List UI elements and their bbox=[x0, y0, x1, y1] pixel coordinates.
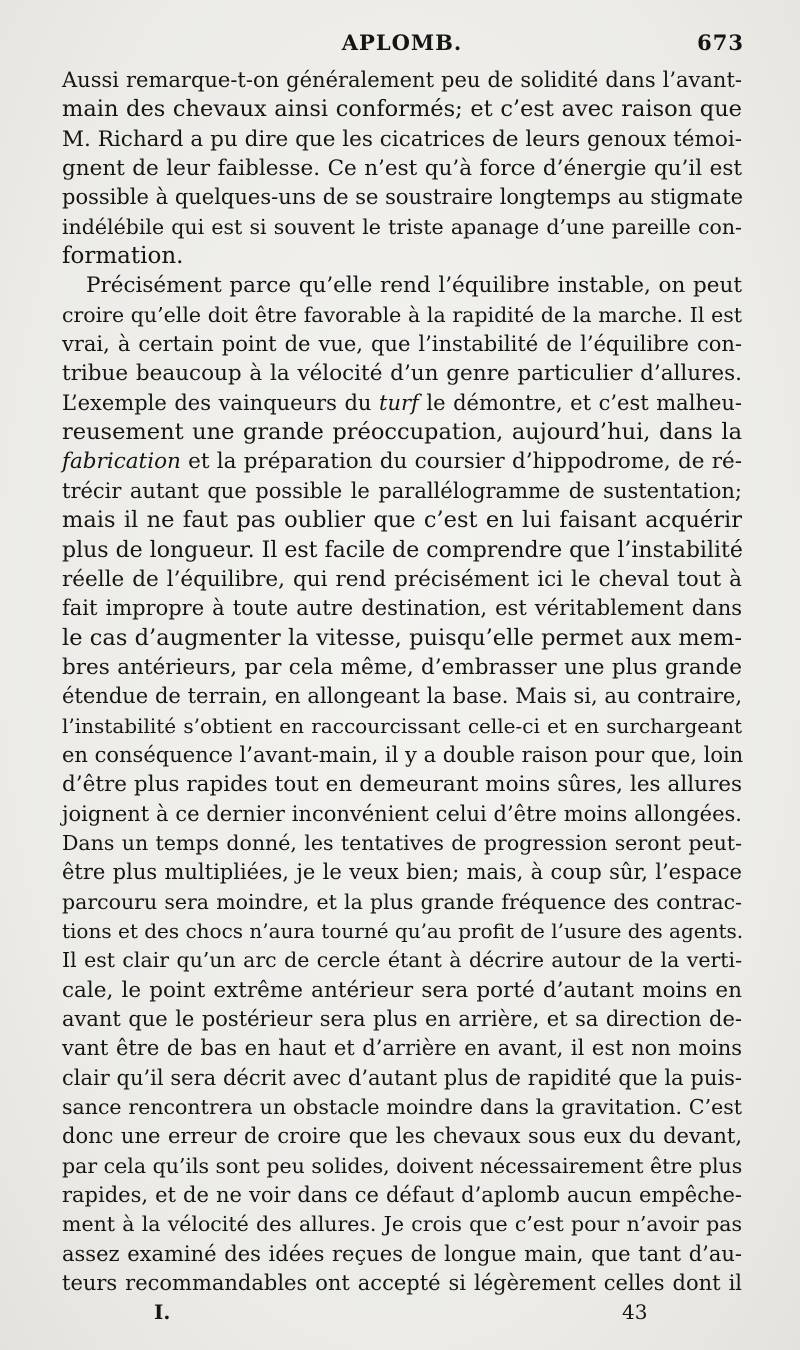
text-line: reusement une grande préoccupation, aujourd’hui, dans la bbox=[62, 419, 742, 446]
body-text bbox=[62, 66, 742, 1298]
text-line: M. Richard a pu dire que les cicatrices de leurs genoux témoi- bbox=[62, 126, 742, 152]
text-line: trécir autant que possible le parallélogramme de sustentation; bbox=[62, 478, 742, 503]
text-line: joignent à ce dernier inconvénient celui d’être moins allongées. bbox=[62, 801, 742, 826]
text-line: par cela qu’ils sont peu solides, doivent nécessairement être plus bbox=[62, 1153, 743, 1178]
text-line: indélébile qui est si souvent le triste apanage d’une pareille con- bbox=[62, 214, 742, 239]
text-line: donc une erreur de croire que les chevaux sous eux du devant, bbox=[62, 1124, 742, 1149]
page-footer bbox=[62, 1300, 742, 1330]
text-line: parcouru sera moindre, et la plus grande fréquence des contrac- bbox=[62, 889, 742, 914]
page-number: 673 bbox=[697, 30, 744, 55]
text-line: d’être plus rapides tout en demeurant moins sûres, les allures bbox=[62, 772, 742, 798]
sheet-number: 43 bbox=[622, 1300, 648, 1324]
text-line: mais il ne faut pas oublier que c’est en lui faisant acquérir bbox=[62, 507, 742, 534]
text-line: rapides, et de ne voir dans ce défaut d’aplomb aucun empêche- bbox=[62, 1183, 742, 1208]
text-line: Précisément parce qu’elle rend l’équilibre instable, on peut bbox=[86, 273, 742, 299]
text-line: étendue de terrain, en allongeant la base. Mais si, au contraire, bbox=[62, 684, 742, 709]
text-line: en conséquence l’avant-main, il y a double raison pour que, loin bbox=[62, 742, 744, 767]
text-line: possible à quelques-uns de se soustraire longtemps au stigmate bbox=[62, 185, 744, 210]
text-line: assez examiné des idées reçues de longue main, que tant d’au- bbox=[62, 1241, 742, 1266]
text-line: vant être de bas en haut et d’arrière en avant, il est non moins bbox=[62, 1036, 742, 1061]
text-line: l’instabilité s’obtient en raccourcissant celle-ci et en surchargeant bbox=[62, 713, 742, 738]
text-line: Dans un temps donné, les tentatives de progression seront peut- bbox=[62, 830, 742, 855]
text-line: avant que le postérieur sera plus en arrière, et sa direction de- bbox=[62, 1007, 742, 1031]
text-line: réelle de l’équilibre, qui rend précisément ici le cheval tout à bbox=[62, 566, 742, 592]
text-line: tions et des chocs n’aura tourné qu’au profit de l’usure des agents. bbox=[62, 918, 744, 943]
emphasis: fabrication bbox=[62, 449, 181, 475]
text-line: L’exemple des vainqueurs du turf le démontre, et c’est malheu- bbox=[62, 390, 742, 415]
signature-mark: I. bbox=[154, 1300, 171, 1324]
text-line: formation. bbox=[62, 243, 184, 270]
text-line: plus de longueur. Il est facile de comprendre que l’instabilité bbox=[62, 537, 743, 563]
text-line: sance rencontrera un obstacle moindre dans la gravitation. C’est bbox=[62, 1095, 742, 1120]
text-line: bres antérieurs, par cela même, d’embrasser une plus grande bbox=[62, 654, 742, 680]
text-line: vrai, à certain point de vue, que l’instabilité de l’équilibre con- bbox=[62, 332, 742, 357]
text-line: ment à la vélocité des allures. Je crois que c’est pour n’avoir pas bbox=[62, 1212, 742, 1237]
text-line: le cas d’augmenter la vitesse, puisqu’elle permet aux mem- bbox=[62, 624, 742, 651]
running-head bbox=[62, 30, 742, 60]
text-line: gnent de leur faiblesse. Ce n’est qu’à force d’énergie qu’il est bbox=[62, 156, 742, 182]
text-line: fait impropre à toute autre destination, est véritablement dans bbox=[62, 596, 742, 621]
text-line: être plus multipliées, je le veux bien; mais, à coup sûr, l’espace bbox=[62, 860, 742, 885]
text-line: croire qu’elle doit être favorable à la rapidité de la marche. Il est bbox=[62, 302, 742, 327]
text-line: cale, le point extrême antérieur sera porté d’autant moins en bbox=[62, 977, 742, 1003]
text-line: tribue beaucoup à la vélocité d’un genre particulier d’allures. bbox=[62, 361, 742, 387]
text-line: Aussi remarque-t-on généralement peu de solidité dans l’avant- bbox=[62, 68, 742, 92]
text-line: Il est clair qu’un arc de cercle étant à décrire autour de la verti- bbox=[62, 948, 742, 973]
text-line: main des chevaux ainsi conformés; et c’est avec raison que bbox=[62, 96, 742, 123]
text-line: teurs recommandables ont accepté si légèrement celles dont il bbox=[62, 1271, 742, 1296]
text-line: fabrication et la préparation du coursier d’hippodrome, de ré- bbox=[62, 449, 742, 475]
emphasis: turf bbox=[379, 390, 419, 415]
running-title: APLOMB. bbox=[341, 30, 463, 55]
text-line: clair qu’il sera décrit avec d’autant plus de rapidité que la puis- bbox=[62, 1065, 742, 1090]
